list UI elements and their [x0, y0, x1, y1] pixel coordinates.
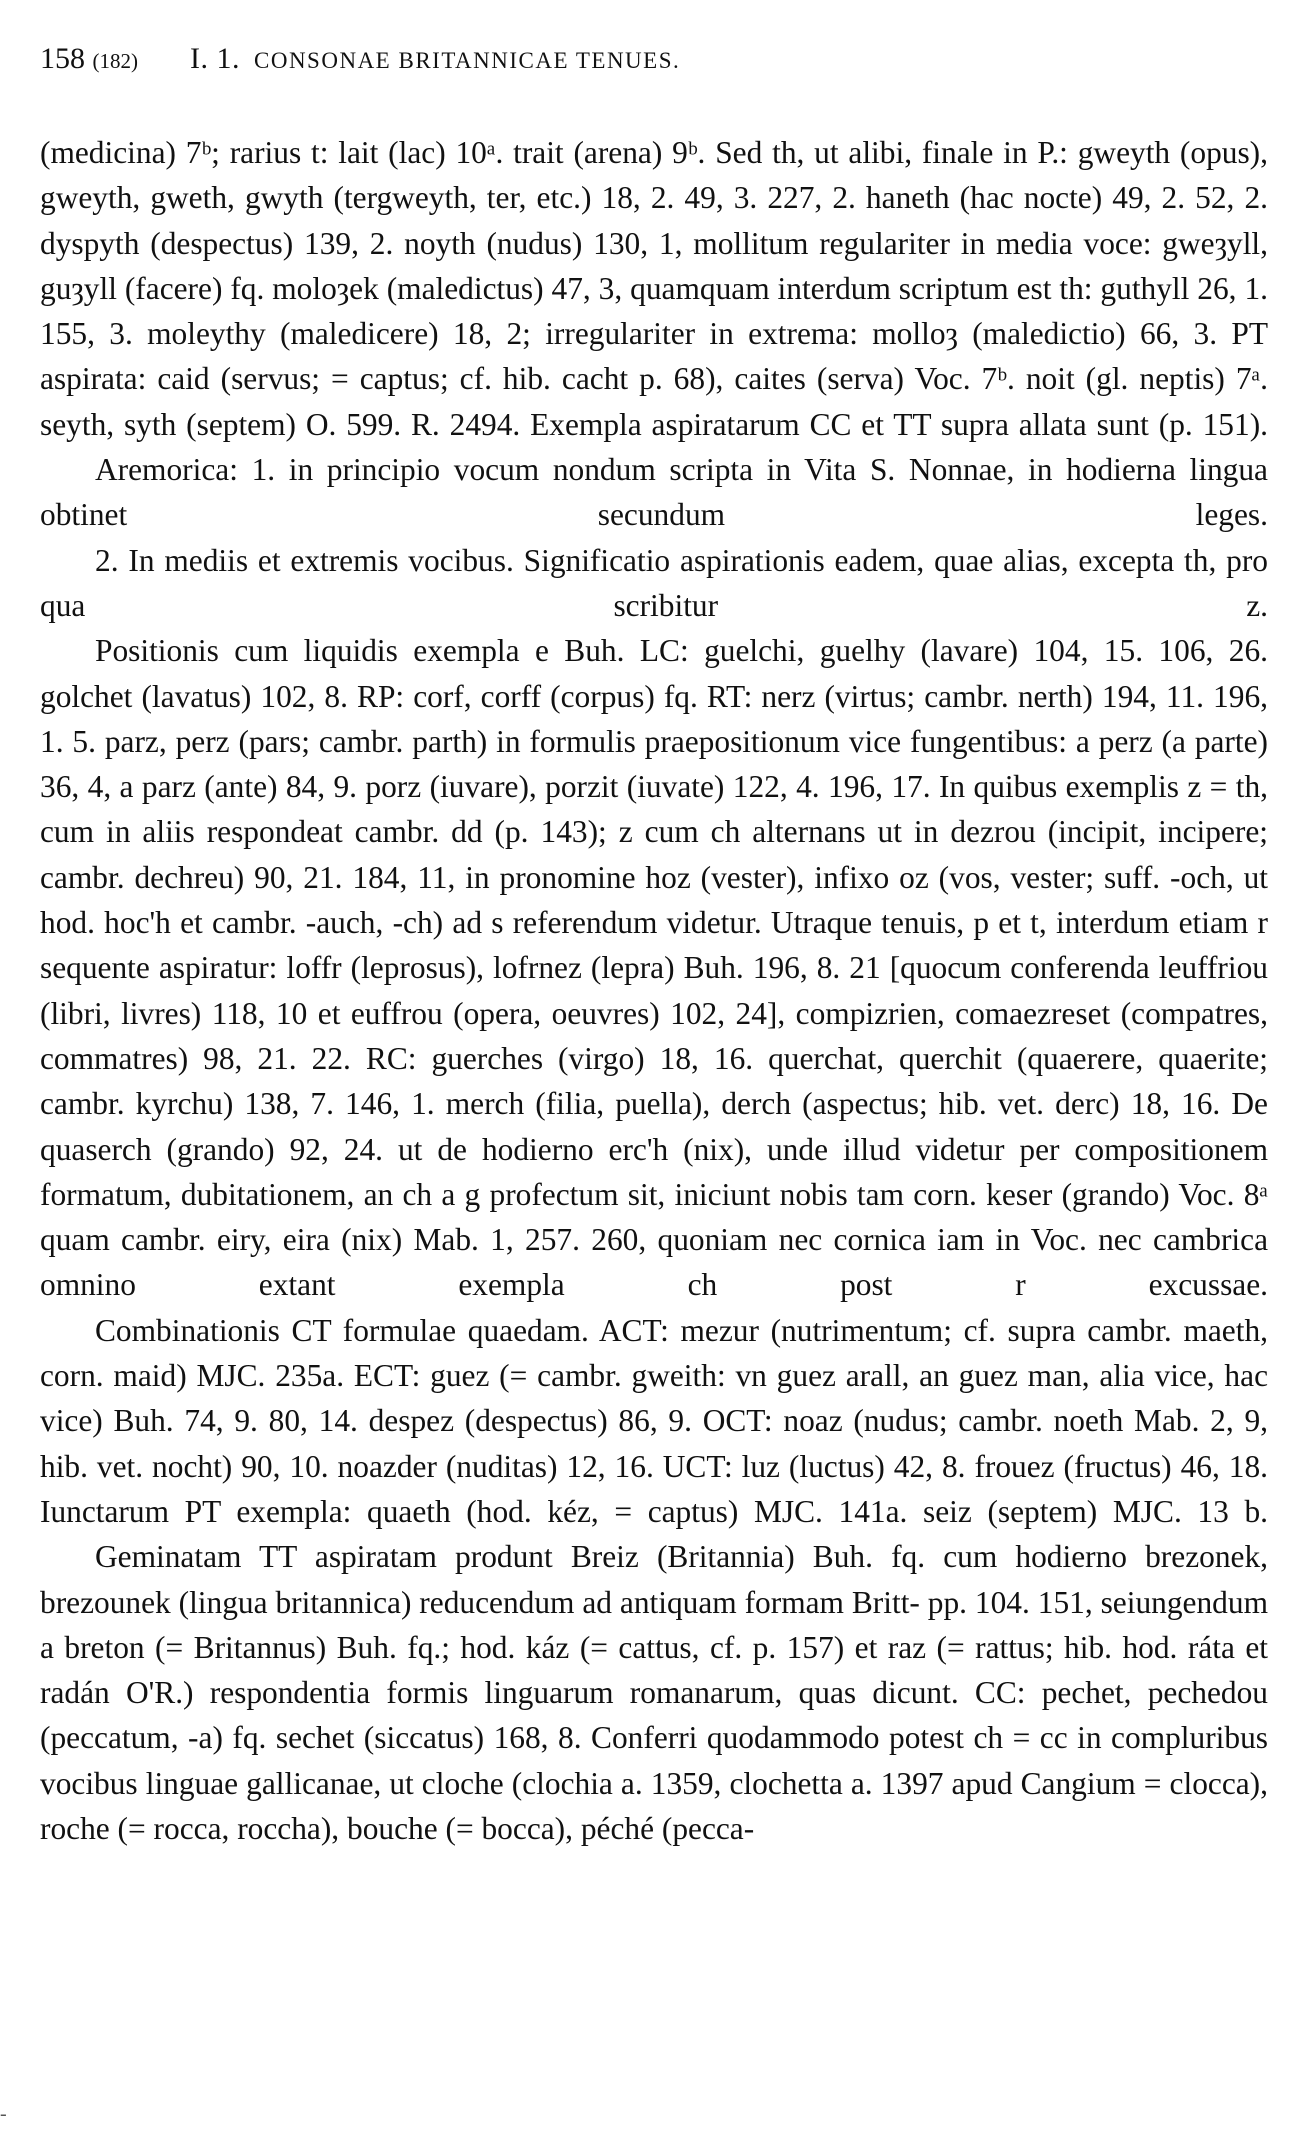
running-title: [190, 42, 680, 76]
paragraph: 2. In mediis et extremis vocibus. Significatio aspirationis eadem, quae alias, excepta th, pro qua scribitur z.: [40, 542, 1268, 623]
original-page-number: (182): [92, 49, 138, 73]
paragraph: (medicina) 7ᵇ; rarius t: lait (lac) 10ᵃ. trait (arena) 9ᵇ. Sed th, ut alibi, finale in P.: gweyth (opus), gweyth, gweth, gwyth (tergweyth, ter, etc.) 18, 2. 49, 3. 227, 2. haneth (hac nocte) 49, 2. 52, 2. dyspyth (despectus) 139, 2. noyth (nudus) 130, 1, mollitum regulariter in media voce: gweȝyll, guȝyll (facere) fq. moloȝek (maledictus) 47, 3, quamquam interdum scriptum est th: guthyll 26, 1. 155, 3. moleythy (maledicere) 18, 2; irregulariter in extrema: molloȝ (maledictio) 66, 3. PT aspirata: caid (servus; = captus; cf. hib. cacht p. 68), caites (serva) Voc. 7ᵇ. noit (gl. neptis) 7ᵃ. seyth, syth (septem) O. 599. R. 2494. Exempla aspiratarum CC et TT supra allata sunt (p. 151).: [40, 135, 1268, 442]
page-header: [40, 42, 1268, 94]
paragraph: Aremorica: 1. in principio vocum nondum scripta in Vita S. Nonnae, in hodierna lingua obtinet secundum leges.: [40, 452, 1268, 533]
page-number: [40, 42, 190, 76]
scan-mark: -: [0, 2103, 7, 2125]
section-title: CONSONAE BRITANNICAE TENUES.: [254, 48, 681, 73]
page-number-value: 158: [40, 42, 85, 75]
paragraph: Combinationis CT formulae quaedam. ACT: mezur (nutrimentum; cf. supra cambr. maeth, corn. maid) MJC. 235a. ECT: guez (= cambr. gweith: vn guez arall, an guez man, alia vice, hac vice) Buh. 74, 9. 80, 14. despez (despectus) 86, 9. OCT: noaz (nudus; cambr. noeth Mab. 2, 9, hib. vet. nocht) 90, 10. noazder (nuditas) 12, 16. UCT: luz (luctus) 42, 8. frouez (fructus) 46, 18. Iunctarum PT exempla: quaeth (hod. kéz, = captus) MJC. 141a. seiz (septem) MJC. 13 b.: [40, 1312, 1268, 1529]
paragraph: Positionis cum liquidis exempla e Buh. LC: guelchi, guelhy (lavare) 104, 15. 106, 26. golchet (lavatus) 102, 8. RP: corf, corff (corpus) fq. RT: nerz (virtus; cambr. nerth) 194, 11. 196, 1. 5. parz, perz (pars; cambr. parth) in formulis praepositionum vice fungentibus: a perz (a parte) 36, 4, a parz (ante) 84, 9. porz (iuvare), porzit (iuvate) 122, 4. 196, 17. In quibus exemplis z = th, cum in aliis respondeat cambr. dd (p. 143); z cum ch alternans ut in dezrou (incipit, incipere; cambr. dechreu) 90, 21. 184, 11, in pronomine hoz (vester), infixo oz (vos, vester; suff. -och, ut hod. hoc'h et cambr. -auch, -ch) ad s referendum videtur. Utraque tenuis, p et t, interdum etiam r sequente aspiratur: loffr (leprosus), lofrnez (lepra) Buh. 196, 8. 21 [quocum conferenda leuffriou (libri, livres) 118, 10 et euffrou (opera, oeuvres) 102, 24], compizrien, comaezreset (compatres, commatres) 98, 21. 22. RC: guerches (virgo) 18, 16. querchat, querchit (quaerere, quaerite; cambr. kyrchu) 138, 7. 146, 1. merch (filia, puella), derch (aspectus; hib. vet. derc) 18, 16. De quaserch (grando) 92, 24. ut de hodierno erc'h (nix), unde illud videtur per compositionem formatum, dubitationem, an ch a g profectum sit, iniciunt nobis tam corn. keser (grando) Voc. 8ᵃ quam cambr. eiry, eira (nix) Mab. 1, 257. 260, quoniam nec cornica iam in Voc. nec cambrica omnino extant exempla ch post r excussae.: [40, 633, 1268, 1303]
body-text: [40, 130, 1268, 1851]
paragraph: Geminatam TT aspiratam produnt Breiz (Britannia) Buh. fq. cum hodierno brezonek, brezounek (lingua britannica) reducendum ad antiquam formam Britt- pp. 104. 151, seiungendum a breton (= Britannus) Buh. fq.; hod. káz (= cattus, cf. p. 157) et raz (= rattus; hib. hod. ráta et radán O'R.) respondentia formis linguarum romanarum, quas dicunt. CC: pechet, pechedou (peccatum, -a) fq. sechet (siccatus) 168, 8. Conferri quodammodo potest ch = cc in compluribus vocibus linguae gallicanae, ut cloche (clochia a. 1359, clochetta a. 1397 apud Cangium = clocca), roche (= rocca, roccha), bouche (= bocca), péché (pecca-: [40, 1539, 1268, 1846]
section-number: I. 1.: [190, 42, 240, 75]
